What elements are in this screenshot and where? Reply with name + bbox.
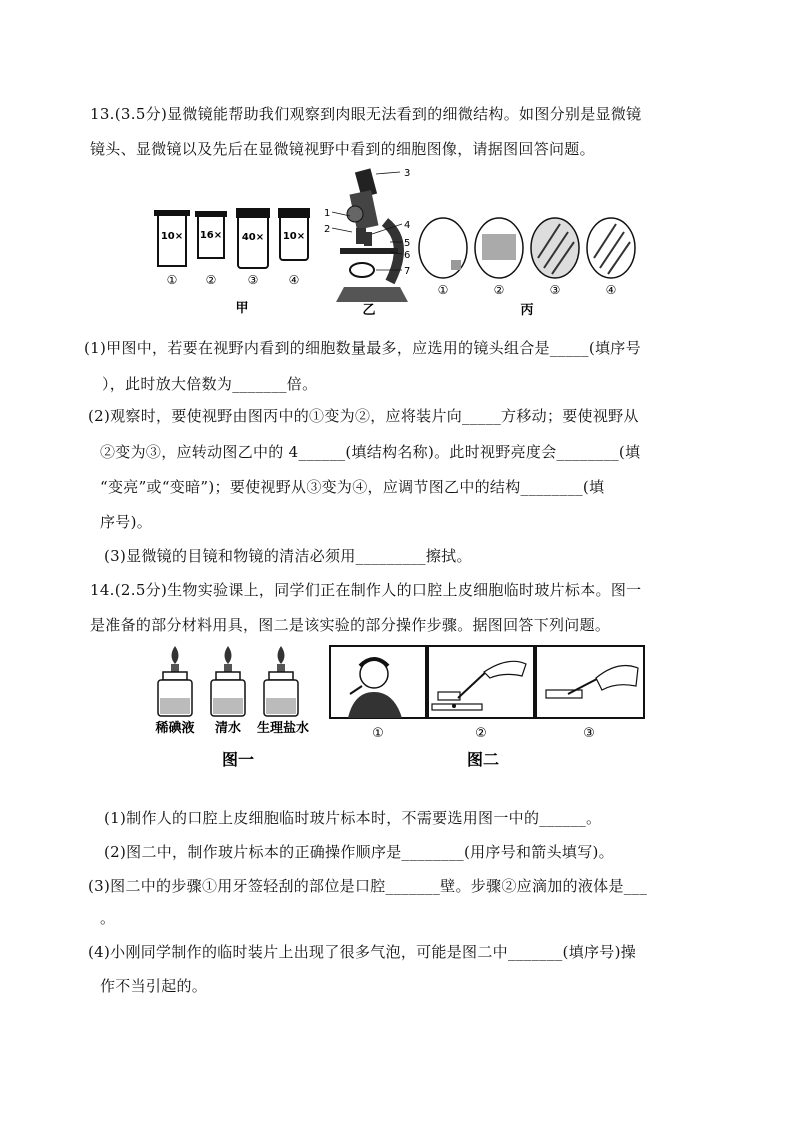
lens-num-1: ① — [166, 273, 178, 287]
lens-num-2: ② — [205, 273, 217, 287]
bottle-label-saline: 生理盐水 — [256, 721, 310, 736]
scope-num-3: 3 — [404, 168, 411, 179]
bottle-label-water: 清水 — [214, 721, 242, 736]
step-panel-2 — [428, 646, 534, 718]
q13-line-1: 13.(3.5分)显微镜能帮助我们观察到肉眼无法看到的细微结构。如图分别是显微镜 — [90, 105, 642, 123]
q14-line-3: (1)制作人的口腔上皮细胞临时玻片标本时，不需要选用图一中的______。 — [104, 809, 602, 827]
bottle-water — [211, 646, 245, 716]
q13-line-4: ），此时放大倍数为_______倍。 — [102, 375, 318, 393]
view-num-4: ④ — [605, 283, 617, 297]
step-num-1: ① — [372, 726, 384, 741]
q13-line-6: ②变为③，应转动图乙中的 4______(填结构名称)。此时视野亮度会________(填 — [100, 443, 641, 461]
q14-figure — [148, 642, 648, 772]
microscope-drawing — [336, 168, 411, 302]
microscope-figure-svg — [150, 162, 650, 322]
q14-line-1: 14.(2.5分)生物实验课上，同学们正在制作人的口腔上皮细胞临时玻片标本。图一 — [90, 581, 642, 599]
step-panel-3 — [536, 646, 644, 718]
view-4 — [587, 218, 635, 278]
q14-line-2: 是准备的部分材料用具，图二是该实验的部分操作步骤。据图回答下列问题。 — [90, 616, 611, 634]
lens-num-4: ④ — [288, 273, 300, 287]
label-yi: 乙 — [362, 303, 376, 318]
step-num-3: ③ — [583, 726, 595, 741]
bottle-iodine — [158, 646, 192, 716]
q14-line-5: (3)图二中的步骤①用牙签轻刮的部位是口腔_______壁。步骤②应滴加的液体是___ — [88, 877, 648, 895]
scope-num-5: 5 — [404, 238, 411, 249]
q13-line-3: (1)甲图中，若要在视野内看到的细胞数量最多，应选用的镜头组合是_____(填序号 — [84, 339, 641, 357]
view-num-2: ② — [493, 283, 505, 297]
label-bing: 丙 — [520, 303, 534, 318]
label-fig1: 图一 — [221, 750, 255, 769]
q13-line-8: 序号)。 — [100, 513, 153, 531]
q13-figure — [150, 162, 650, 322]
scope-num-4: 4 — [404, 220, 411, 231]
scope-num-6: 6 — [404, 250, 411, 261]
scope-num-2: 2 — [324, 224, 331, 235]
step-num-2: ② — [475, 726, 487, 741]
view-num-3: ③ — [549, 283, 561, 297]
q14-line-8: 作不当引起的。 — [100, 977, 208, 995]
lens-mag-1: 10× — [160, 231, 184, 242]
scope-num-1: 1 — [324, 208, 331, 219]
lab-tools-figure-svg — [148, 642, 648, 772]
q14-line-6: 。 — [100, 909, 116, 927]
lens-mag-4: 10× — [282, 231, 306, 242]
bottle-saline — [264, 646, 298, 716]
lens-num-3: ③ — [247, 273, 259, 287]
q14-line-4: (2)图二中，制作玻片标本的正确操作顺序是________(用序号和箭头填写)。 — [104, 843, 614, 861]
label-fig2: 图二 — [466, 750, 500, 769]
q14-line-7: (4)小刚同学制作的临时装片上出现了很多气泡，可能是图二中_______(填序号)操 — [88, 943, 637, 961]
q13-line-7: “变亮”或“变暗”)；要使视野从③变为④，应调节图乙中的结构________(填 — [100, 478, 605, 496]
view-num-1: ① — [437, 283, 449, 297]
label-jia: 甲 — [235, 301, 249, 316]
scope-num-7: 7 — [404, 266, 411, 277]
q13-line-5: (2)观察时，要使视野由图丙中的①变为②，应将装片向_____方移动；要使视野从 — [88, 407, 639, 425]
q13-line-9: (3)显微镜的目镜和物镜的清洁必须用_________擦拭。 — [104, 547, 472, 565]
view-1 — [419, 218, 467, 278]
lens-mag-2: 16× — [199, 230, 223, 241]
view-3 — [531, 218, 579, 278]
step-panel-1 — [330, 646, 426, 718]
bottle-label-iodine: 稀碘液 — [155, 721, 195, 736]
lens-mag-3: 40× — [241, 232, 265, 243]
q13-line-2: 镜头、显微镜以及先后在显微镜视野中看到的细胞图像，请据图回答问题。 — [90, 140, 595, 158]
view-2 — [475, 218, 523, 278]
